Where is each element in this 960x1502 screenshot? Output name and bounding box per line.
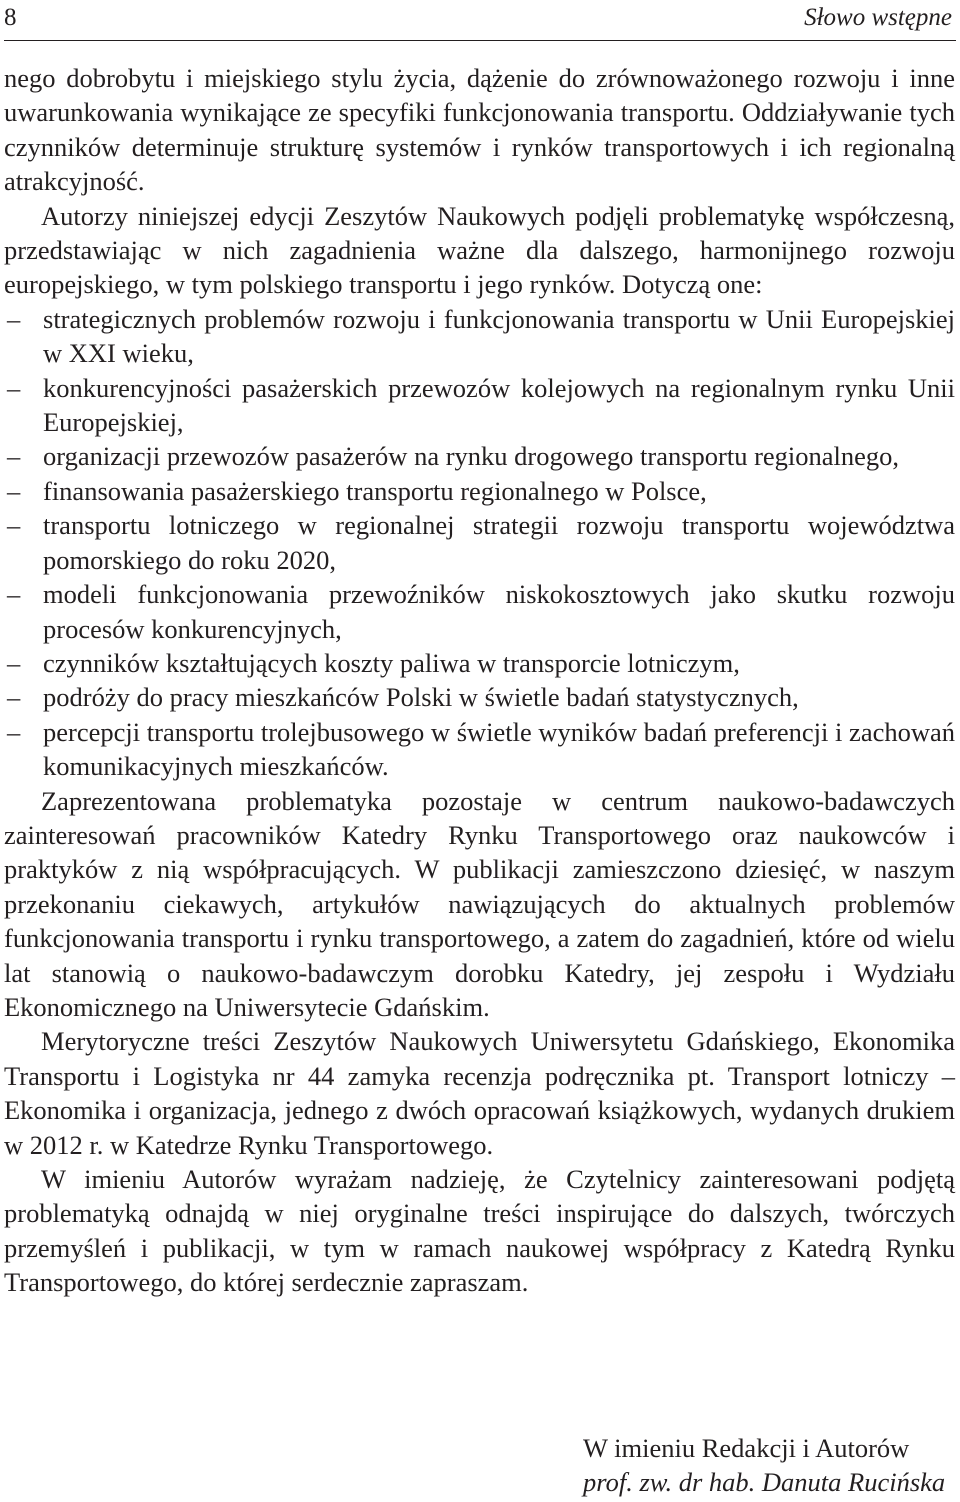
- list-item: [4, 371, 955, 440]
- paragraph-4: Merytoryczne treści Zeszytów Naukowych Uniwersytetu Gdańskiego, Ekonomika Transportu i Logistyka nr 44 zamyka recenzja podręcznika pt. Transport lotniczy – Ekonomika i organizacja, jednego z dwóch opracowań książkowych, wydanych drukiem w 2012 r. w Katedrze Rynku Transportowego.: [4, 1026, 955, 1160]
- list-item-text: finansowania pasażerskiego transportu regionalnego w Polsce,: [43, 475, 707, 506]
- list-item-text: transportu lotniczego w regionalnej strategii rozwoju transportu województwa pomorskiego do roku 2020,: [43, 510, 955, 575]
- list-item: [4, 508, 955, 577]
- page-number: 8: [4, 4, 17, 31]
- list-item: [4, 715, 955, 784]
- paragraph-1: nego dobrobytu i miejskiego stylu życia, dążenie do zrównoważonego rozwoju i inne uwarunkowania wynikające ze specyfiki funkcjonowania transportu. Oddziaływanie tych czynników determinuje strukturę systemów i rynków transportowych i ich regionalną atrakcyjność.: [4, 63, 955, 197]
- topics-list: [4, 302, 955, 784]
- list-item: [4, 577, 955, 646]
- dash-marker: –: [7, 716, 21, 747]
- list-item: [4, 680, 955, 714]
- page-header: [4, 4, 952, 32]
- list-item: [4, 474, 955, 508]
- paragraph-2: Autorzy niniejszej edycji Zeszytów Naukowych podjęli problematykę współczesną, przedstawiając w nich zagadnienia ważne dla dalszego, harmonijnego rozwoju europejskiego, w tym polskiego transportu i jego rynków. Dotyczą one:: [4, 200, 955, 300]
- dash-marker: –: [7, 475, 21, 506]
- dash-marker: –: [7, 682, 21, 713]
- list-item: [4, 302, 955, 371]
- header-rule: [4, 40, 956, 41]
- list-item-text: percepcji transportu trolejbusowego w świetle wyników badań preferencji i zachowań komunikacyjnych mieszkańców.: [43, 716, 955, 782]
- list-item: [4, 439, 955, 473]
- list-item: [4, 646, 955, 680]
- dash-marker: –: [7, 647, 21, 678]
- dash-marker: –: [7, 303, 21, 334]
- signature-block: [583, 1431, 945, 1500]
- list-item-text: strategicznych problemów rozwoju i funkcjonowania transportu w Unii Europejskiej w XXI wieku,: [43, 303, 955, 369]
- signature-line: W imieniu Redakcji i Autorów: [583, 1433, 910, 1463]
- list-item-text: podróży do pracy mieszkańców Polski w świetle badań statystycznych,: [43, 682, 799, 713]
- signature-name: prof. zw. dr hab. Danuta Rucińska: [583, 1467, 946, 1498]
- dash-marker: –: [7, 579, 21, 610]
- dash-marker: –: [7, 441, 21, 472]
- list-item-text: modeli funkcjonowania przewoźników niskokosztowych jako skutku rozwoju procesów konkurencyjnych,: [43, 579, 955, 644]
- dash-marker: –: [7, 510, 21, 541]
- list-item-text: czynników kształtujących koszty paliwa w transporcie lotniczym,: [43, 647, 740, 678]
- paragraph-3: Zaprezentowana problematyka pozostaje w centrum naukowo-badawczych zainteresowań pracowników Katedry Rynku Transportowego oraz naukowców i praktyków z nią współpracujących. W publikacji zamieszczono dziesięć, w naszym przekonaniu ciekawych, artykułów nawiązujących do aktualnych problemów funkcjonowania transportu i rynku transportowego, a zatem do zagadnień, które od wielu lat stanowią o naukowo-badawczym dorobku Katedry, jej zespołu i Wydziału Ekonomicznego na Uniwersytecie Gdańskim.: [4, 785, 955, 1022]
- body-text: [4, 61, 955, 1300]
- dash-marker: –: [7, 372, 21, 403]
- paragraph-5: W imieniu Autorów wyrażam nadzieję, że Czytelnicy zainteresowani podjętą problematyką odnajdą w niej oryginalne treści inspirujące do dalszych, twórczych przemyśleń i publikacji, w tym w ramach naukowej współpracy z Katedrą Rynku Transportowego, do której serdecznie zapraszam.: [4, 1164, 955, 1298]
- running-head: Słowo wstępne: [804, 4, 952, 31]
- list-item-text: konkurencyjności pasażerskich przewozów kolejowych na regionalnym rynku Unii Europejskiej,: [43, 372, 955, 438]
- list-item-text: organizacji przewozów pasażerów na rynku drogowego transportu regionalnego,: [43, 441, 900, 472]
